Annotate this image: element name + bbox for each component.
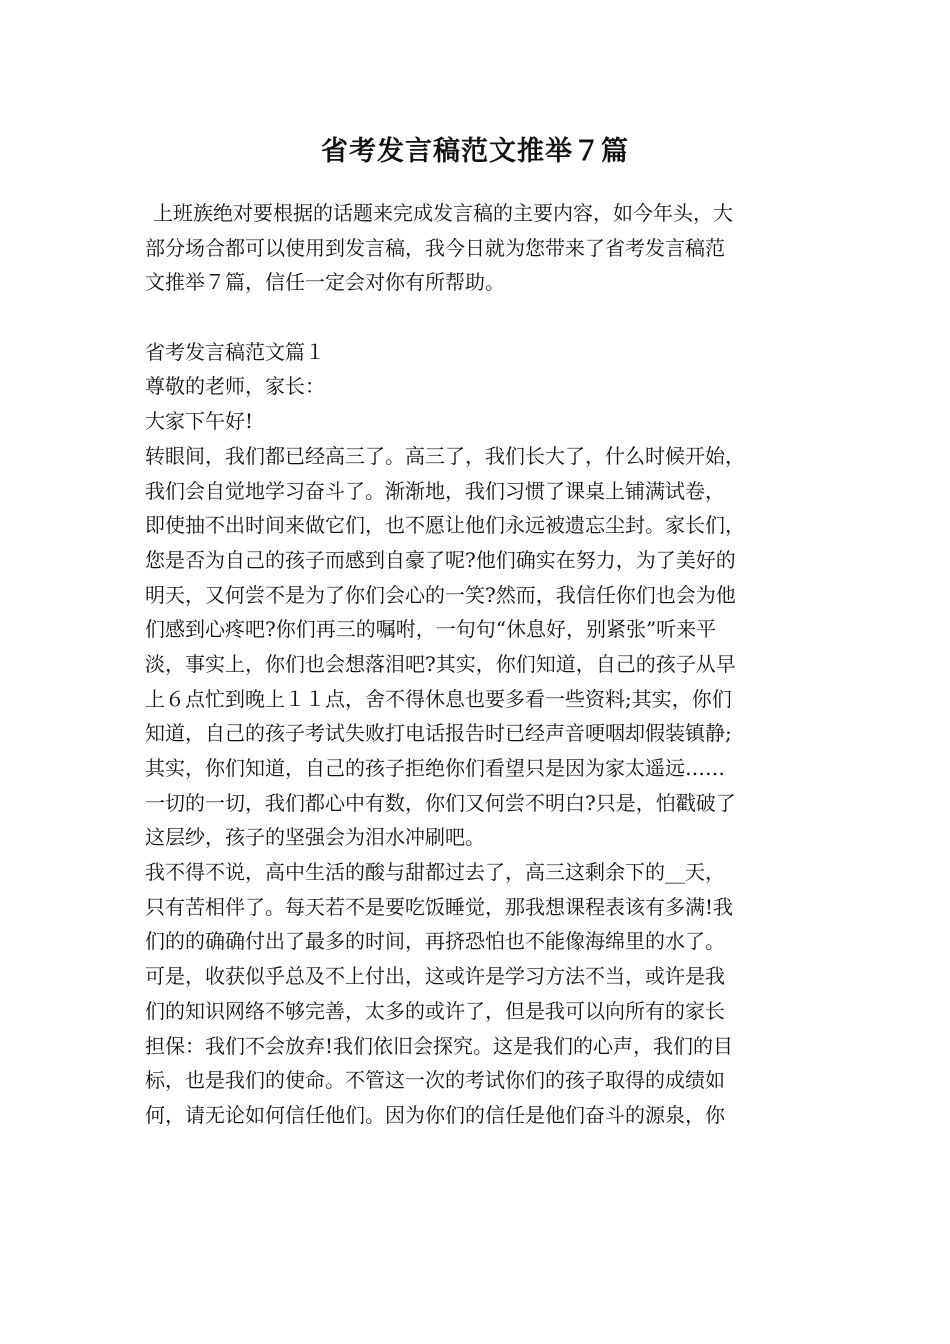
paragraph-line: 淡，事实上，你们也会想落泪吧?其实，你们知道，自己的孩子从早 — [145, 651, 736, 676]
paragraph-line: 其实，你们知道，自己的孩子拒绝你们看望只是因为家太遥远…… — [145, 756, 725, 780]
salutation: 尊敬的老师，家长： — [145, 374, 325, 399]
section-heading: 省考发言稿范文篇１ — [145, 339, 325, 364]
paragraph-line: 们感到心疼吧?你们再三的嘱咐，一句句“休息好，别紧张”听来平 — [145, 617, 717, 642]
paragraph-line: 知道，自己的孩子考试失败打电话报告时已经声音哽咽却假装镇静; — [145, 721, 732, 746]
document-body — [145, 196, 825, 1133]
intro-line: 部分场合都可以使用到发言稿，我今日就为您带来了省考发言稿范 — [145, 235, 725, 260]
paragraph-line: 这层纱，孩子的坚强会为泪水冲刷吧。 — [145, 825, 485, 850]
paragraph-line: 明天，又何尝不是为了你们会心的一笑?然而，我信任你们也会为他 — [145, 582, 736, 607]
paragraph-line: 一切的一切，我们都心中有数，你们又何尝不明白?只是，怕戳破了 — [145, 790, 736, 815]
paragraph-line: 们的知识网络不够完善，太多的或许了，但是我可以向所有的家长 — [145, 998, 725, 1023]
blank-line — [145, 300, 825, 335]
paragraph-line: 我们会自觉地学习奋斗了。渐渐地，我们习惯了课桌上铺满试卷， — [145, 478, 725, 503]
paragraph-line: 即使抽不出时间来做它们，也不愿让他们永远被遗忘尘封。家长们， — [145, 513, 745, 538]
paragraph-line: 担保：我们不会放弃!我们依旧会探究。这是我们的心声，我们的目 — [145, 1033, 734, 1058]
paragraph-line: 我不得不说，高中生活的酸与甜都过去了，高三这剩余下的__天， — [145, 860, 725, 885]
paragraph-line: 只有苦相伴了。每天若不是要吃饭睡觉，那我想课程表该有多满!我 — [145, 894, 734, 919]
paragraph-line: 上６点忙到晚上１１点，舍不得休息也要多看一些资料;其实，你们 — [145, 686, 732, 711]
paragraph-line: 何，请无论如何信任他们。因为你们的信任是他们奋斗的源泉，你 — [145, 1102, 725, 1127]
paragraph-line: 们的的确确付出了最多的时间，再挤恐怕也不能像海绵里的水了。 — [145, 929, 725, 954]
greeting: 大家下午好! — [145, 409, 254, 434]
paragraph-line: 可是，收获似乎总及不上付出，这或许是学习方法不当，或许是我 — [145, 964, 725, 989]
paragraph-line: 您是否为自己的孩子而感到自豪了呢?他们确实在努力，为了美好的 — [145, 547, 736, 572]
paragraph-line: 转眼间，我们都已经高三了。高三了，我们长大了，什么时候开始， — [145, 443, 745, 468]
document-title: 省考发言稿范文推举７篇 — [321, 136, 629, 167]
paragraph-line: 标，也是我们的使命。不管这一次的考试你们的孩子取得的成绩如 — [145, 1068, 725, 1093]
intro-line: 文推举７篇，信任一定会对你有所帮助。 — [145, 270, 505, 295]
intro-line: 上班族绝对要根据的话题来完成发言稿的主要内容，如今年头，大 — [153, 201, 733, 225]
